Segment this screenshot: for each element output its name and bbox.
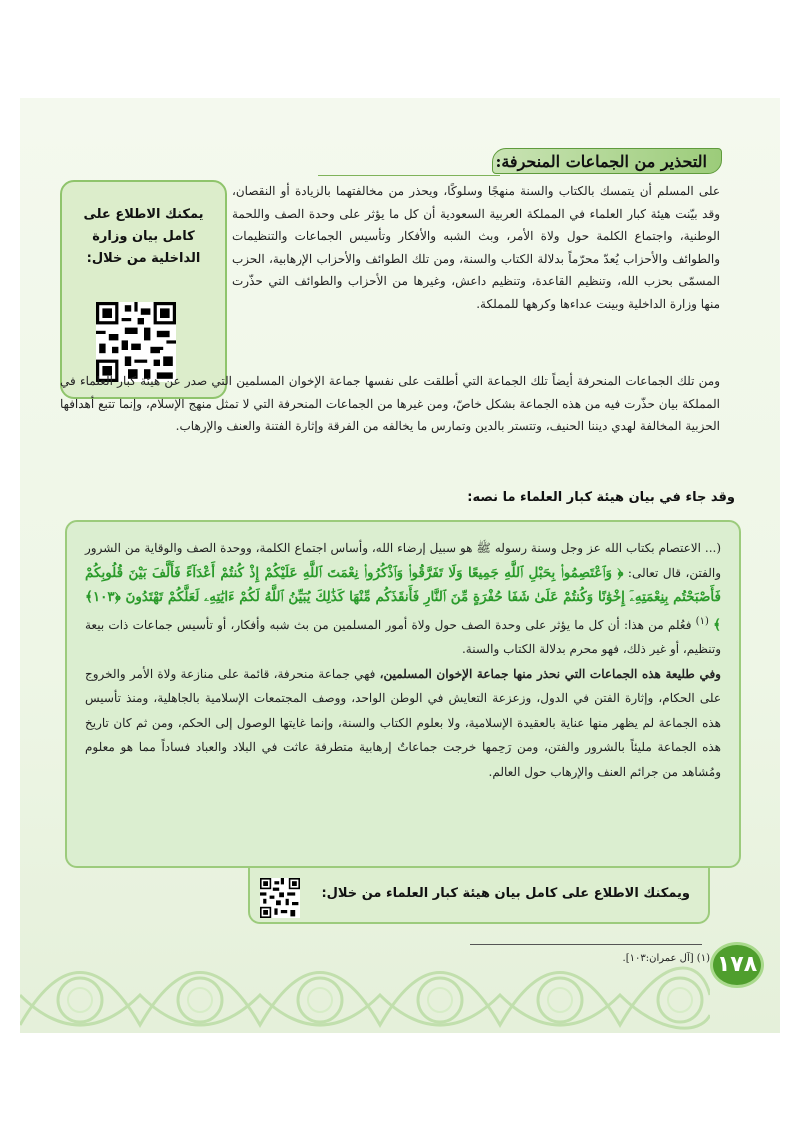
bottom-note: ويمكنك الاطلاع على كامل بيان هيئة كبار العلماء من خلال:	[321, 886, 690, 901]
quran-verse: ﴿ وَٱعْتَصِمُوا۟ بِحَبْلِ ٱللَّهِ جَمِيعًا وَلَا تَفَرَّقُوا۟ وَٱذْكُرُوا۟ نِعْمَتَ ٱللَّهِ عَلَيْكُمْ إِذْ كُنتُمْ أَعْدَآءً فَأَلَّفَ بَيْنَ قُلُوبِكُمْ فَأَصْبَحْتُم بِنِعْمَتِهِۦٓ إِخْوَٰنًا وَكُنتُمْ عَلَىٰ شَفَا حُفْرَةٍ مِّنَ ٱلنَّارِ فَأَنقَذَكُم مِّنْهَا كَذَٰلِكَ يُبَيِّنُ ٱللَّهُ لَكُمْ ءَايَٰتِهِۦ لَعَلَّكُمْ تَهْتَدُونَ ﴿١٠٣﴾ ﴾	[85, 564, 721, 633]
quote-part-1: (... الاعتصام بكتاب الله عز وجل وسنة رسوله ﷺ هو سبيل إرضاء الله، وأساس اجتماع الكلمة، ووحدة الصف والوقاية من الشرور والفتن، قال تعالى:	[85, 541, 722, 580]
section-title: التحذير من الجماعات المنحرفة:	[492, 148, 722, 174]
page-number: ١٧٨	[710, 942, 764, 988]
qr-code-icon	[260, 878, 300, 918]
footnote-rule	[470, 944, 702, 945]
footnote-mark: (١)	[695, 615, 709, 627]
paragraph-text: ومن تلك الجماعات المنحرفة أيضاً تلك الجماعة التي أطلقت على نفسها جماعة الإخوان المسلمين التي صدر عن هيئة كبار العلماء في المملكة بيان حذّرت فيه من هذه الجماعة بشكل خاصّ، ومن غيرها من الجماعات المنحرفة التي لا تمثل منهج الإسلام، وإنما تتبع أهدافها الحزبية المخالفة لهدي ديننا الحنيف، وتتستر بالدين وتمارس ما يخالفه من الفرقة وإثارة الفتنة والعنف والإرهاب.	[60, 374, 720, 433]
footnote: (١) [آل عمران:١٠٣].	[622, 953, 710, 964]
paragraph-text: على المسلم أن يتمسك بالكتاب والسنة منهجًا وسلوكًا، ويحذر من مخالفتهما بالزيادة أو النقصان، وقد بيّنت هيئة كبار العلماء في المملكة العربية السعودية أن كل ما يؤثر على وحدة الصف واللحمة الوطنية، واجتماع الكلمة حول ولاة الأمر، وبث الشبه والأفكار وتأسيس الجماعات والتنظيمات والطوائف والأحزاب يُعدّ محرّماً بدلالة الكتاب والسنة، ومن تلك الطوائف والأحزاب الإرهابية، الحزب المسمّى بحزب الله، وتنظيم القاعدة، وتنظيم داعش، وغيرها من الأحزاب والطوائف التي حذّرت منها وزارة الداخلية وبينت عداءها وكرهها للمملكة.	[232, 184, 720, 311]
intro-paragraph-1	[232, 180, 720, 315]
intro-paragraph-2	[60, 370, 720, 438]
bottom-link-box	[248, 868, 710, 924]
quote-part-2: فعُلم من هذا: أن كل ما يؤثر على وحدة الصف حول ولاة أمور المسلمين من بث شبه وأفكار، أو تأسيس جماعات ذات بيعة وتنظيم، أو غير ذلك، فهو محرم بدلالة الكتاب والسنة.	[85, 617, 721, 656]
quote-bold-part: وفي طليعة هذه الجماعات التي نحذر منها جماعة الإخوان المسلمين،	[379, 666, 721, 681]
quote-box	[65, 520, 741, 868]
decorative-ornament	[20, 935, 710, 1035]
quote-text	[85, 536, 721, 784]
title-rule	[318, 175, 500, 176]
quote-part-3: فهي جماعة منحرفة، قائمة على منازعة ولاة الأمر والخروج على الحكام، وإثارة الفتن في الدول، وزعزعة التعايش في الوطن الواحد، ووصف المجتمعات الإسلامية بالجاهلية، ومنذ تأسيس هذه الجماعة لم يظهر منها عناية بالعقيدة الإسلامية، ولا بعلوم الكتاب والسنة، وإنما غايتها الوصول إلى الحكم، ومن ثم كان تاريخ هذه الجماعة مليئاً بالشرور والفتن، ومن رَحِمها خرجت جماعاتٌ إرهابية متطرفة عاثت في البلاد والعباد فساداً مما هو معلوم ومُشاهد من جرائم العنف والإرهاب حول العالم.	[85, 666, 721, 779]
statement-intro: وقد جاء في بيان هيئة كبار العلماء ما نصه:	[467, 490, 735, 505]
sidebar-info-box	[60, 180, 227, 399]
sidebar-text: يمكنك الاطلاع على كامل بيان وزارة الداخلية من خلال:	[83, 207, 204, 266]
qr-code-statement[interactable]	[260, 878, 300, 918]
